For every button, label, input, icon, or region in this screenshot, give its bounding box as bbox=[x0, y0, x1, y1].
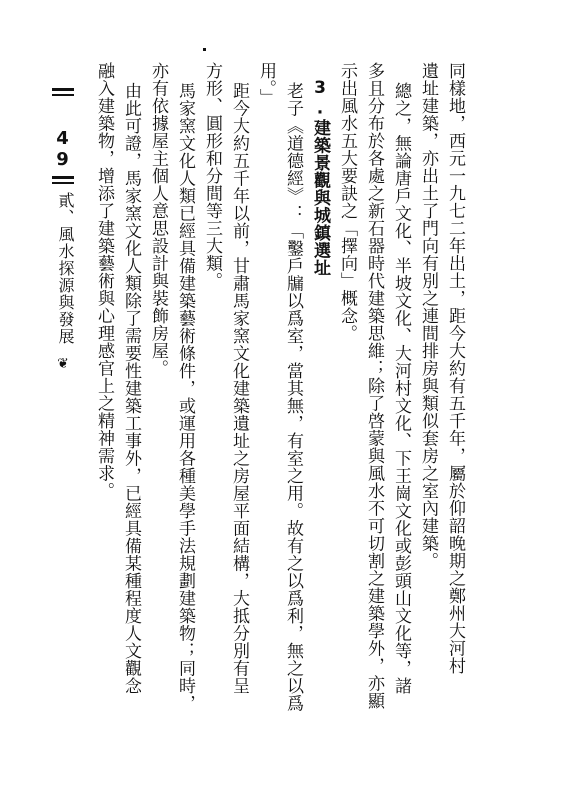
section-heading: 3.建築景觀與城鎮選址 bbox=[310, 78, 330, 277]
ink-dot bbox=[203, 48, 206, 51]
margin-bar-top-2 bbox=[52, 94, 74, 96]
text-column: 多且分布於各處之新石器時代建築思維；除了啓蒙與風水不可切割之建築學外，亦顯 bbox=[364, 62, 384, 710]
text-column: 距今大約五千年以前，甘肅馬家窯文化建築遺址之房屋平面結構，大抵分別有呈 bbox=[229, 82, 249, 695]
text-column: 總之，無論唐戶文化、半坡文化、大河村文化、下王崗文化或彭頭山文化等，諸 bbox=[391, 82, 411, 695]
text-column: 方形、圓形和分間等三大類。 bbox=[202, 62, 222, 290]
text-column: 亦有依據屋主個人意思設計與裝飾房屋。 bbox=[148, 62, 168, 377]
text-column: 用。」 bbox=[256, 62, 276, 106]
text-column: 由此可證，馬家窯文化人類除了需要性建築工事外，已經具備某種程度人文觀念 bbox=[121, 82, 141, 695]
chapter-title: 貳、風水探源與發展 bbox=[56, 192, 75, 345]
margin-bar-mid-2 bbox=[52, 182, 74, 184]
text-column: 融入建築物，增添了建築藝術與心理感官上之精神需求。 bbox=[94, 62, 114, 500]
text-column: 遺址建築，亦出土了門向有別之連間排房與類似套房之室內建築。 bbox=[418, 62, 438, 570]
text-column: 馬家窯文化人類已經具備建築藝術條件，或運用各種美學手法規劃建築物；同時， bbox=[175, 82, 195, 712]
text-column: 示出風水五大要訣之「擇向」概念。 bbox=[337, 62, 357, 342]
text-column: 同樣地，西元一九七二年出土，距今大約有五千年，屬於仰韶晚期之鄭州大河村 bbox=[445, 62, 465, 675]
page-number: 49 bbox=[52, 128, 73, 170]
margin-bar-top bbox=[52, 88, 74, 91]
ornament-icon: ❦ bbox=[55, 356, 71, 373]
text-column: 老子《道德經》：「鑿戶牖以爲室，當其無，有室之用。故有之以爲利，無之以爲 bbox=[283, 82, 303, 712]
margin-bar-mid bbox=[52, 176, 74, 179]
